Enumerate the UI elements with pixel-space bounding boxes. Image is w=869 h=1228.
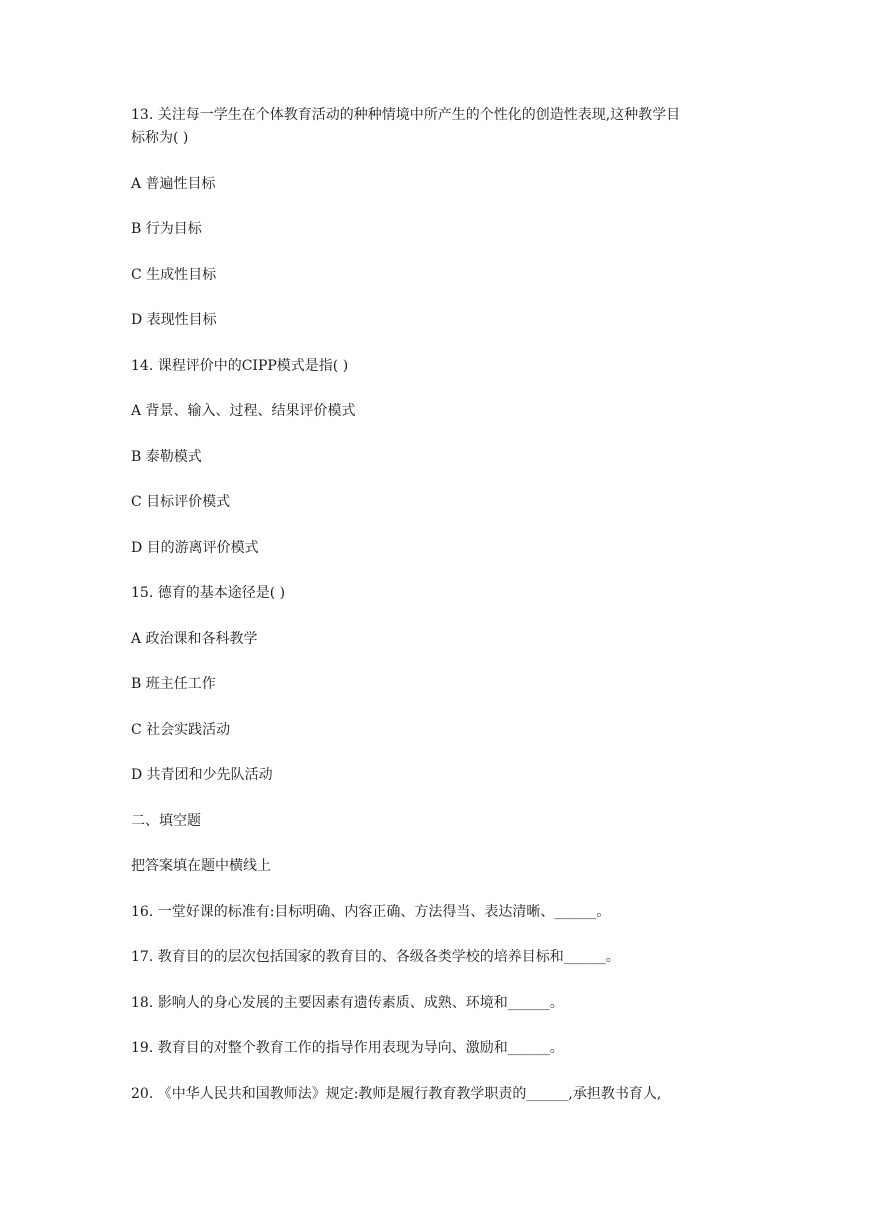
question-13-option-c: C 生成性目标 (131, 267, 217, 283)
question-14-option-d: D 目的游离评价模式 (131, 540, 259, 556)
question-14-option-a: A 背景、输入、过程、结果评价模式 (131, 403, 356, 419)
question-15-option-a: A 政治课和各科教学 (131, 631, 258, 647)
question-13-option-a: A 普遍性目标 (131, 176, 216, 192)
fill-question-20: 20. 《中华人民共和国教师法》规定:教师是履行教育教学职责的______,承担教书育人, (131, 1086, 662, 1102)
question-13-option-d: D 表现性目标 (131, 312, 217, 328)
fill-question-18: 18. 影响人的身心发展的主要因素有遗传素质、成熟、环境和______。 (131, 995, 564, 1011)
fill-question-19: 19. 教育目的对整个教育工作的指导作用表现为导向、激励和______。 (131, 1040, 564, 1056)
question-15-option-c: C 社会实践活动 (131, 722, 231, 738)
section-heading: 二、填空题 (131, 813, 201, 829)
section-instruction: 把答案填在题中横线上 (131, 858, 271, 874)
question-14-option-b: B 泰勒模式 (131, 449, 202, 465)
question-13-stem: 13. 关注每一学生在个体教育活动的种种情境中所产生的个性化的创造性表现,这种教学目 (131, 107, 681, 123)
question-15-option-b: B 班主任工作 (131, 676, 216, 692)
fill-question-17: 17. 教育目的的层次包括国家的教育目的、各级各类学校的培养目标和______。 (131, 949, 620, 965)
question-13-option-b: B 行为目标 (131, 221, 202, 237)
fill-question-16: 16. 一堂好课的标准有:目标明确、内容正确、方法得当、表达清晰、______。 (131, 904, 611, 920)
question-13-stem-continued: 标称为( ) (131, 130, 189, 146)
question-14-stem: 14. 课程评价中的CIPP模式是指( ) (131, 358, 349, 374)
question-14-option-c: C 目标评价模式 (131, 494, 231, 510)
question-15-stem: 15. 德育的基本途径是( ) (131, 585, 286, 601)
question-15-option-d: D 共青团和少先队活动 (131, 767, 273, 783)
